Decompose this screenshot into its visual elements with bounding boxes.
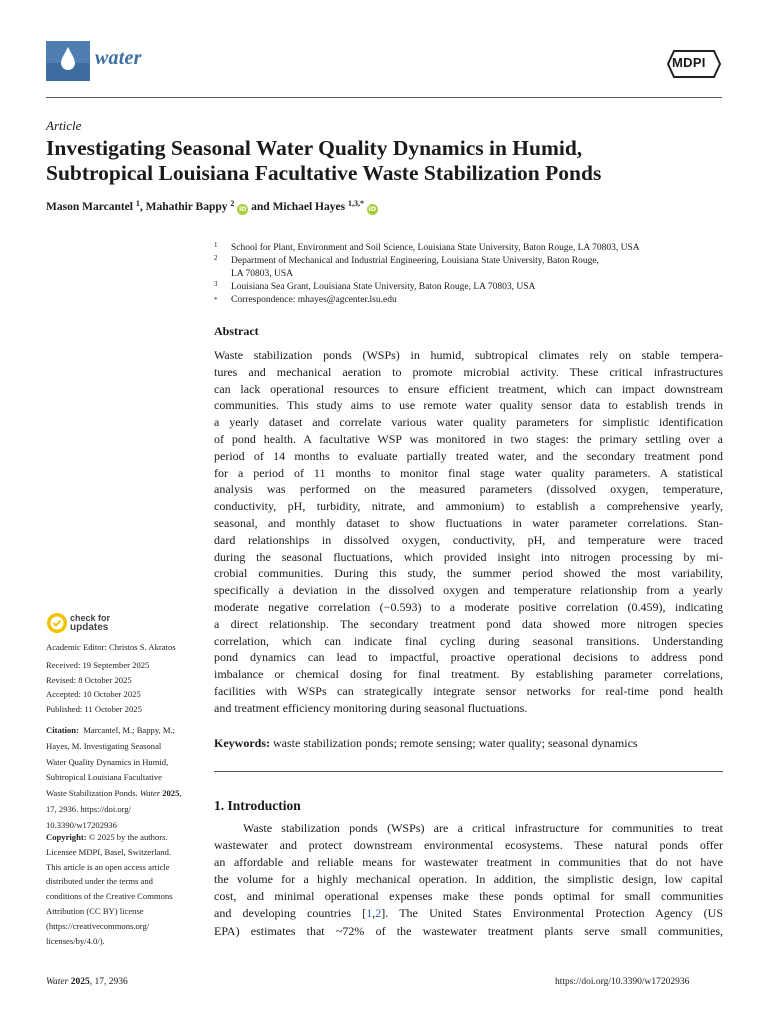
copyright-line: conditions of the Creative Commons bbox=[46, 891, 173, 902]
body-line: the volume for a highly mechanical operation. In addition, the simplistic design, low capital bbox=[214, 872, 723, 887]
abstract-line: a direct relationship. The secondary treatment pond data showed more nitrogen species bbox=[214, 616, 723, 631]
academic-editor: Academic Editor: Christos S. Akratos bbox=[46, 642, 176, 652]
orcid-icon[interactable]: iD bbox=[238, 205, 247, 213]
revised-date: Revised: 8 October 2025 bbox=[46, 675, 132, 685]
section-heading-introduction: 1. Introduction bbox=[214, 798, 301, 813]
copyright-block bbox=[46, 831, 173, 947]
author-name[interactable]: Mason Marcantel bbox=[46, 201, 133, 213]
author-affiliation-marker: 1,3,* bbox=[347, 199, 364, 208]
introduction-text bbox=[214, 820, 723, 940]
title-line: Investigating Seasonal Water Quality Dynamics in Humid, bbox=[46, 136, 583, 160]
author-separator: , bbox=[139, 201, 146, 213]
citation-link[interactable]: 2 bbox=[375, 906, 382, 921]
abstract-line: analysis was performed on the measured parameters (dissolved oxygen, temperature, bbox=[214, 482, 723, 497]
citation-line: Water Quality Dynamics in Humid, bbox=[46, 756, 169, 767]
check-line: check for bbox=[70, 613, 111, 623]
abstract-line: facilities with WSPs can strategically integrate sensor networks for real-time pond health bbox=[214, 683, 723, 698]
affiliation-text: LA 70803, USA bbox=[231, 269, 294, 279]
copyright-line: © 2025 by the authors. bbox=[88, 832, 168, 842]
copyright-line: This article is an open access article bbox=[46, 861, 170, 872]
received-date: Received: 19 September 2025 bbox=[46, 660, 150, 670]
citation-line: Subtropical Louisiana Facultative bbox=[46, 772, 162, 783]
affiliation-number: * bbox=[214, 296, 218, 304]
body-line: Waste stabilization ponds (WSPs) are a critical infrastructure for communities to treat bbox=[243, 821, 723, 835]
article-title bbox=[46, 136, 726, 186]
journal-name[interactable]: water bbox=[95, 47, 142, 69]
abstract-line: moderate negative correlation (−0.593) to a moderate positive correlation (0.459), indicating bbox=[214, 599, 723, 614]
abstract-line: pond dynamics can lead to impactful, proactive operational decisions to address pond bbox=[214, 650, 723, 665]
abstract-text bbox=[214, 347, 723, 717]
abstract-line: can lack operational resources to ensure efficient treatment, which can impact downstream bbox=[214, 381, 723, 396]
affiliation-number: 3 bbox=[214, 280, 218, 288]
body-text: and developing countries [ bbox=[214, 906, 367, 921]
author-separator: and bbox=[248, 201, 273, 213]
license-link[interactable]: licenses/by/4.0/). bbox=[46, 935, 105, 946]
footer-volume: , 17, 2936 bbox=[89, 977, 128, 987]
citation-doi[interactable]: 10.3390/w17202936 bbox=[46, 819, 117, 830]
citation-doi-line[interactable]: 17, 2936. https://doi.org/ bbox=[46, 803, 132, 814]
body-text: , bbox=[372, 906, 376, 921]
footer-doi-link[interactable]: https://doi.org/10.3390/w17202936 bbox=[555, 977, 690, 987]
abstract-line: communities. This study aims to use remote water quality sensor data to establish trends in bbox=[214, 398, 723, 413]
keywords-label: Keywords: bbox=[214, 736, 270, 750]
author-name[interactable]: Mahathir Bappy bbox=[145, 201, 228, 213]
abstract-line: Waste stabilization ponds (WSPs) in humid, subtropical climates rely on stable tempera- bbox=[214, 348, 723, 362]
abstract-line: for a period of 11 months to monitor final stage water quality parameters. A statistical bbox=[214, 465, 723, 480]
body-line: cost, and minimal operational expenses make these ponds optimal for small communities bbox=[214, 889, 723, 904]
license-link[interactable]: (https://creativecommons.org/ bbox=[46, 920, 150, 931]
section-divider bbox=[214, 771, 723, 772]
copyright-line: Attribution (CC BY) license bbox=[46, 905, 144, 916]
journal-logo[interactable] bbox=[46, 41, 90, 81]
author-affiliation-marker: 2 bbox=[230, 199, 235, 208]
accepted-date: Accepted: 10 October 2025 bbox=[46, 689, 141, 699]
check-for-updates-button[interactable] bbox=[70, 614, 110, 632]
water-drop-icon bbox=[46, 41, 90, 81]
check-line: updates bbox=[70, 622, 109, 633]
author-list bbox=[46, 199, 378, 215]
footer-journal: Water bbox=[46, 977, 69, 987]
body-text: ]. The United States Environmental Protection Agency (US bbox=[381, 906, 724, 921]
abstract-line: during the seasonal fluctuations, which provided insight into nitrogen processing by mi- bbox=[214, 549, 723, 564]
body-line: wastewater and protect downstream environmental ecosystems. These natural ponds offer bbox=[214, 838, 723, 853]
title-line: Subtropical Louisiana Facultative Waste Stabilization Ponds bbox=[46, 161, 602, 185]
footer-citation bbox=[46, 977, 128, 987]
abstract-line: period of 14 months to evaluate partially treated water, and the secondary treatment pond bbox=[214, 448, 723, 463]
header-divider bbox=[46, 97, 722, 98]
abstract-line: seasonal, and monthly dataset to show fluctuations in water parameter correlations. Stan- bbox=[214, 515, 723, 530]
abstract-line: specifically a deviation in the dissolved oxygen and temperature relationship from a yearly bbox=[214, 583, 723, 598]
citation-label: Citation: bbox=[46, 725, 79, 735]
abstract-line: tures and mechanical aeration to promote microbial activity. These critical infrastructures bbox=[214, 364, 723, 379]
correspondence-email[interactable]: Correspondence: mhayes@agcenter.lsu.edu bbox=[231, 295, 397, 305]
abstract-line: a yearly dataset and correlate various water quality parameters for simplistic identification bbox=[214, 415, 723, 430]
author-name[interactable]: Michael Hayes bbox=[272, 201, 346, 213]
body-line: an affordable and reliable means for wastewater treatment in communities that do not have bbox=[214, 855, 723, 870]
check-for-updates-icon[interactable] bbox=[46, 612, 68, 634]
affiliation-text: Louisiana Sea Grant, Louisiana State University, Baton Rouge, LA 70803, USA bbox=[231, 282, 536, 292]
abstract-line: crobial communities. During this study, the summer period showed the most variability, bbox=[214, 566, 723, 581]
abstract-line: imbalance or chemical dosing for final treatment. By establishing parameter correlations, bbox=[214, 667, 723, 682]
author-affiliation-marker: 1 bbox=[135, 199, 140, 208]
published-date: Published: 11 October 2025 bbox=[46, 704, 142, 714]
abstract-line: conductivity, pH, turbidity, nitrate, and ammonium) to establish a comprehensive yearly, bbox=[214, 499, 723, 514]
citation-year: 2025 bbox=[160, 788, 180, 799]
copyright-label: Copyright: bbox=[46, 832, 87, 842]
copyright-line: distributed under the terms and bbox=[46, 876, 153, 887]
abstract-line: of pond health. A facultative WSP was monitored in two stages: the primary settling over a bbox=[214, 431, 723, 446]
affiliation-number: 2 bbox=[214, 254, 218, 262]
citation-line: Marcantel, M.; Bappy, M.; bbox=[83, 725, 176, 735]
copyright-line: Licensee MDPI, Basel, Switzerland. bbox=[46, 846, 172, 857]
abstract-heading: Abstract bbox=[214, 324, 259, 338]
affiliation-text: Department of Mechanical and Industrial Engineering, Louisiana State University, Baton Rouge, bbox=[231, 256, 599, 266]
affiliation-number: 1 bbox=[214, 241, 218, 249]
keywords bbox=[214, 736, 638, 751]
keywords-text: waste stabilization ponds; remote sensing; water quality; seasonal dynamics bbox=[270, 736, 638, 750]
citation-block: Citation: Marcantel, M.; Bappy, M.; Hayes, M. Investigating Seasonal Water Quality Dynamics in Humid, Subtropical Louisiana Facultative Waste Stabilization Ponds. Water 2025, 17, 2936. https://doi.org/ 10.3390/w17202936 bbox=[46, 725, 182, 830]
body-line: EPA) estimates that ~72% of the wastewater treatment plants serve small communities, bbox=[214, 923, 723, 938]
citation-journal: Water bbox=[139, 788, 161, 799]
abstract-line: and treatment efficiency monitoring during seasonal fluctuations. bbox=[214, 700, 528, 715]
citation-line: Hayes, M. Investigating Seasonal bbox=[46, 740, 162, 751]
citation-link[interactable]: 1 bbox=[366, 906, 373, 921]
article-type: Article bbox=[46, 118, 82, 133]
affiliation-text: School for Plant, Environment and Soil Science, Louisiana State University, Baton Rouge, LA 70803, USA bbox=[231, 243, 640, 253]
abstract-line: correlation, which can indicate final cycling during seasonal transitions. Understanding bbox=[214, 633, 723, 648]
body-line bbox=[214, 905, 723, 922]
citation-line: Waste Stabilization Ponds. bbox=[46, 788, 140, 799]
footer-year: 2025 bbox=[68, 977, 90, 987]
orcid-icon[interactable]: iD bbox=[368, 205, 377, 213]
abstract-line: dard relationships in dissolved oxygen, conductivity, pH, and temperature were traced bbox=[214, 532, 723, 547]
publisher-name: MDPI bbox=[672, 55, 706, 70]
